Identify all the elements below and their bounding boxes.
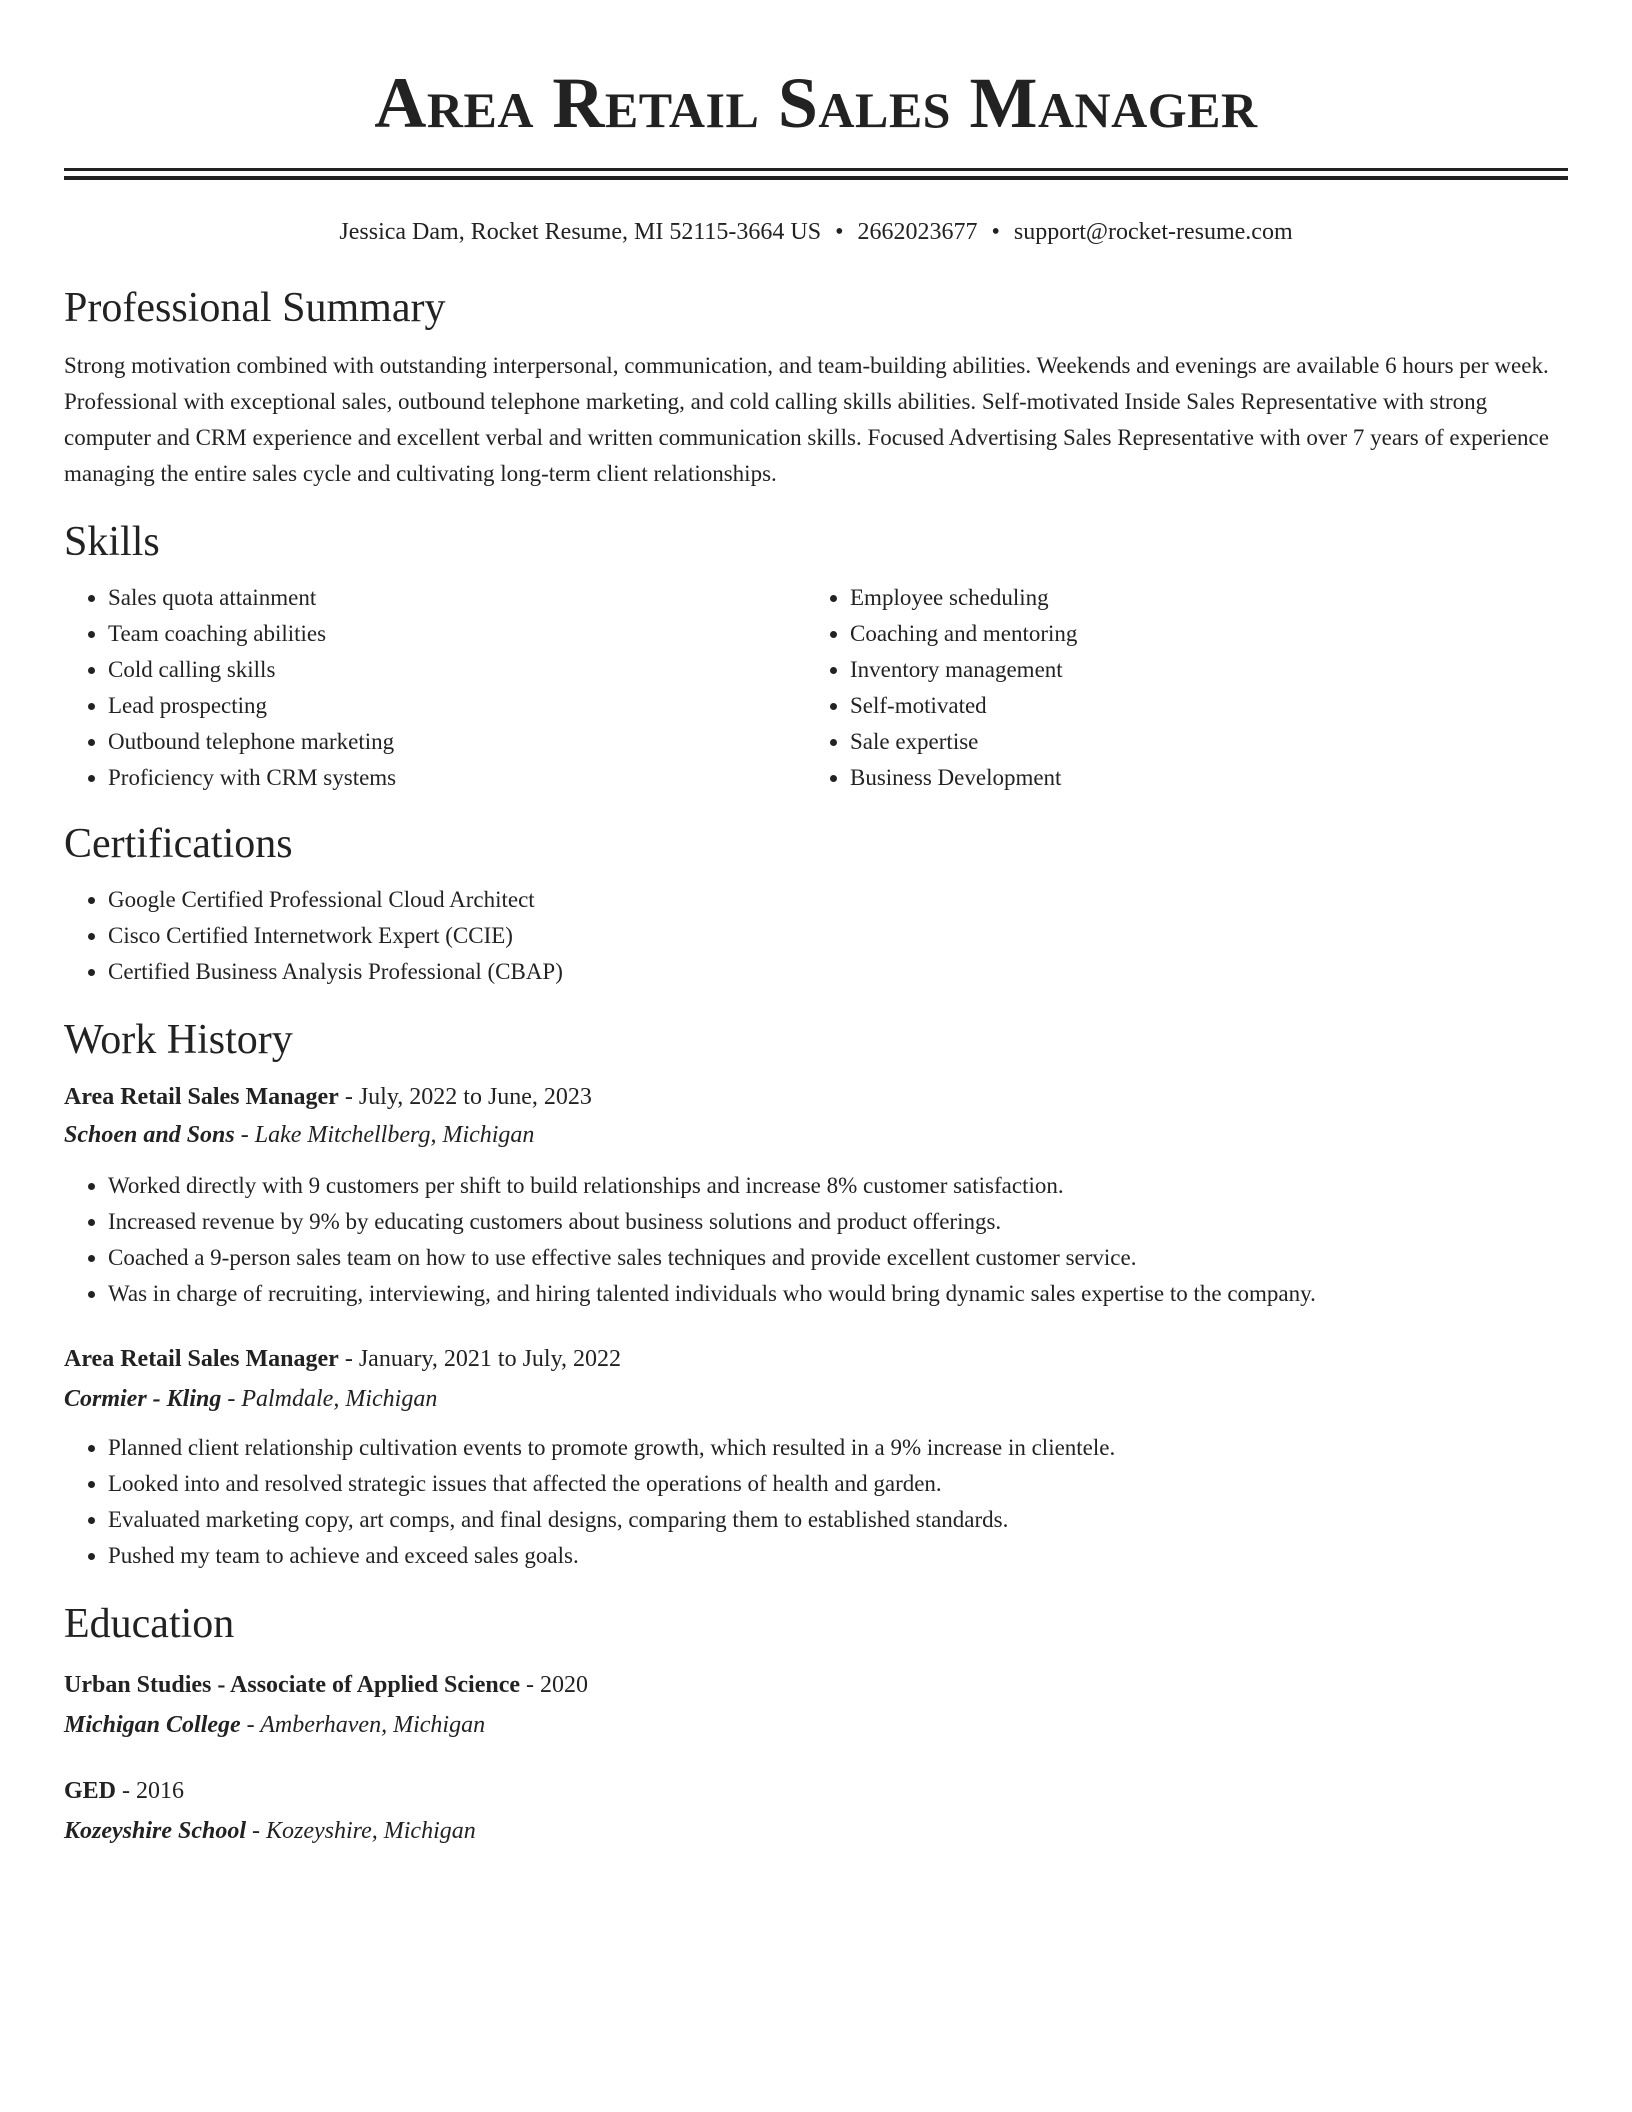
- skills-right-column: [806, 580, 1548, 796]
- job-title: Area Retail Sales Manager: [64, 1346, 339, 1372]
- certifications-section: [64, 816, 1568, 990]
- education-heading: Education: [64, 1601, 235, 1647]
- education-school-line: [64, 1706, 1568, 1744]
- contact-address: Jessica Dam, Rocket Resume, MI 52115-3664 US: [339, 219, 822, 245]
- certification-item: • Certified Business Analysis Professional (CBAP): [108, 954, 1568, 990]
- summary-text: Strong motivation combined with outstanding interpersonal, communication, and team-building abilities. Weekends and evenings are available 6 hours per week. Professional with exceptional sales, outbound telephone marketing, and cold calling skills abilities. Self-motivated Inside Sales Representative with strong computer and CRM experience and excellent verbal and written communication skills. Focused Advertising Sales Representative with over 7 years of experience managing the entire sales cycle and cultivating long-term client relationships.: [64, 353, 1549, 486]
- skills-heading: Skills: [64, 519, 160, 565]
- job-entry: [64, 1078, 1568, 1312]
- education-school: Michigan College: [64, 1712, 241, 1738]
- job-company: Schoen and Sons: [64, 1122, 235, 1148]
- education-year: - 2020: [520, 1672, 589, 1698]
- job-employer-line: [64, 1380, 1568, 1418]
- job-location: - Lake Mitchellberg, Michigan: [234, 1122, 535, 1148]
- skill-item: • Lead prospecting: [108, 688, 806, 724]
- education-degree: Urban Studies - Associate of Applied Science: [64, 1672, 521, 1698]
- education-school-line: [64, 1812, 1568, 1850]
- skills-section: [64, 514, 1568, 796]
- contact-line: [64, 212, 1568, 252]
- title-double-rule: [64, 168, 1568, 180]
- skill-item: • Proficiency with CRM systems: [108, 760, 806, 796]
- job-bullet: • Coached a 9-person sales team on how to use effective sales techniques and provide excellent customer service.: [108, 1240, 1568, 1276]
- education-year: - 2016: [116, 1778, 185, 1804]
- skill-item: • Employee scheduling: [850, 580, 1548, 616]
- job-bullet: • Looked into and resolved strategic issues that affected the operations of health and garden.: [108, 1466, 1568, 1502]
- summary-section: [64, 280, 1568, 492]
- job-heading: [64, 1078, 1568, 1116]
- job-employer-line: [64, 1116, 1568, 1154]
- skill-item: • Team coaching abilities: [108, 616, 806, 652]
- contact-phone: 2662023677: [857, 219, 978, 245]
- education-school: Kozeyshire School: [64, 1818, 247, 1844]
- contact-email: support@rocket-resume.com: [1013, 219, 1293, 245]
- contact-separator: •: [991, 219, 1000, 245]
- skills-left-column: [64, 580, 806, 796]
- education-heading-line: [64, 1772, 1568, 1810]
- skill-item: • Business Development: [850, 760, 1548, 796]
- job-dates: - January, 2021 to July, 2022: [338, 1346, 622, 1372]
- resume-title: Area Retail Sales Manager: [374, 63, 1258, 143]
- skill-item: • Outbound telephone marketing: [108, 724, 806, 760]
- job-entry: [64, 1340, 1568, 1574]
- education-location: - Amberhaven, Michigan: [240, 1712, 486, 1738]
- job-bullet: • Was in charge of recruiting, interviewing, and hiring talented individuals who would bring dynamic sales expertise to the company.: [108, 1276, 1568, 1312]
- job-company: Cormier - Kling: [64, 1386, 222, 1412]
- education-location: - Kozeyshire, Michigan: [246, 1818, 476, 1844]
- certification-item: • Google Certified Professional Cloud Architect: [108, 882, 1568, 918]
- contact-separator: •: [835, 219, 844, 245]
- skills-columns: [64, 580, 1568, 796]
- work-history-heading: Work History: [64, 1017, 293, 1063]
- certifications-heading: Certifications: [64, 821, 293, 867]
- skill-item: • Sale expertise: [850, 724, 1548, 760]
- education-entry: [64, 1772, 1568, 1850]
- education-degree: GED: [64, 1778, 117, 1804]
- skill-item: • Cold calling skills: [108, 652, 806, 688]
- job-location: - Palmdale, Michigan: [221, 1386, 438, 1412]
- job-heading: [64, 1340, 1568, 1378]
- job-bullet: • Planned client relationship cultivation events to promote growth, which resulted in a 9% increase in clientele.: [108, 1430, 1568, 1466]
- education-heading-line: [64, 1666, 1568, 1704]
- skill-item: • Coaching and mentoring: [850, 616, 1548, 652]
- skill-item: • Inventory management: [850, 652, 1548, 688]
- work-history-section: [64, 1012, 1568, 1574]
- job-bullet: • Increased revenue by 9% by educating customers about business solutions and product offerings.: [108, 1204, 1568, 1240]
- job-bullet: • Evaluated marketing copy, art comps, and final designs, comparing them to established standards.: [108, 1502, 1568, 1538]
- job-bullet: • Worked directly with 9 customers per shift to build relationships and increase 8% customer satisfaction.: [108, 1168, 1568, 1204]
- job-dates: - July, 2022 to June, 2023: [338, 1084, 592, 1110]
- education-entry: [64, 1666, 1568, 1744]
- job-bullet: • Pushed my team to achieve and exceed sales goals.: [108, 1538, 1568, 1574]
- skill-item: • Self-motivated: [850, 688, 1548, 724]
- summary-heading: Professional Summary: [64, 285, 446, 331]
- resume-page: [64, 0, 1568, 1850]
- job-title: Area Retail Sales Manager: [64, 1084, 339, 1110]
- certification-item: • Cisco Certified Internetwork Expert (CCIE): [108, 918, 1568, 954]
- skill-item: • Sales quota attainment: [108, 580, 806, 616]
- education-section: [64, 1596, 1568, 1850]
